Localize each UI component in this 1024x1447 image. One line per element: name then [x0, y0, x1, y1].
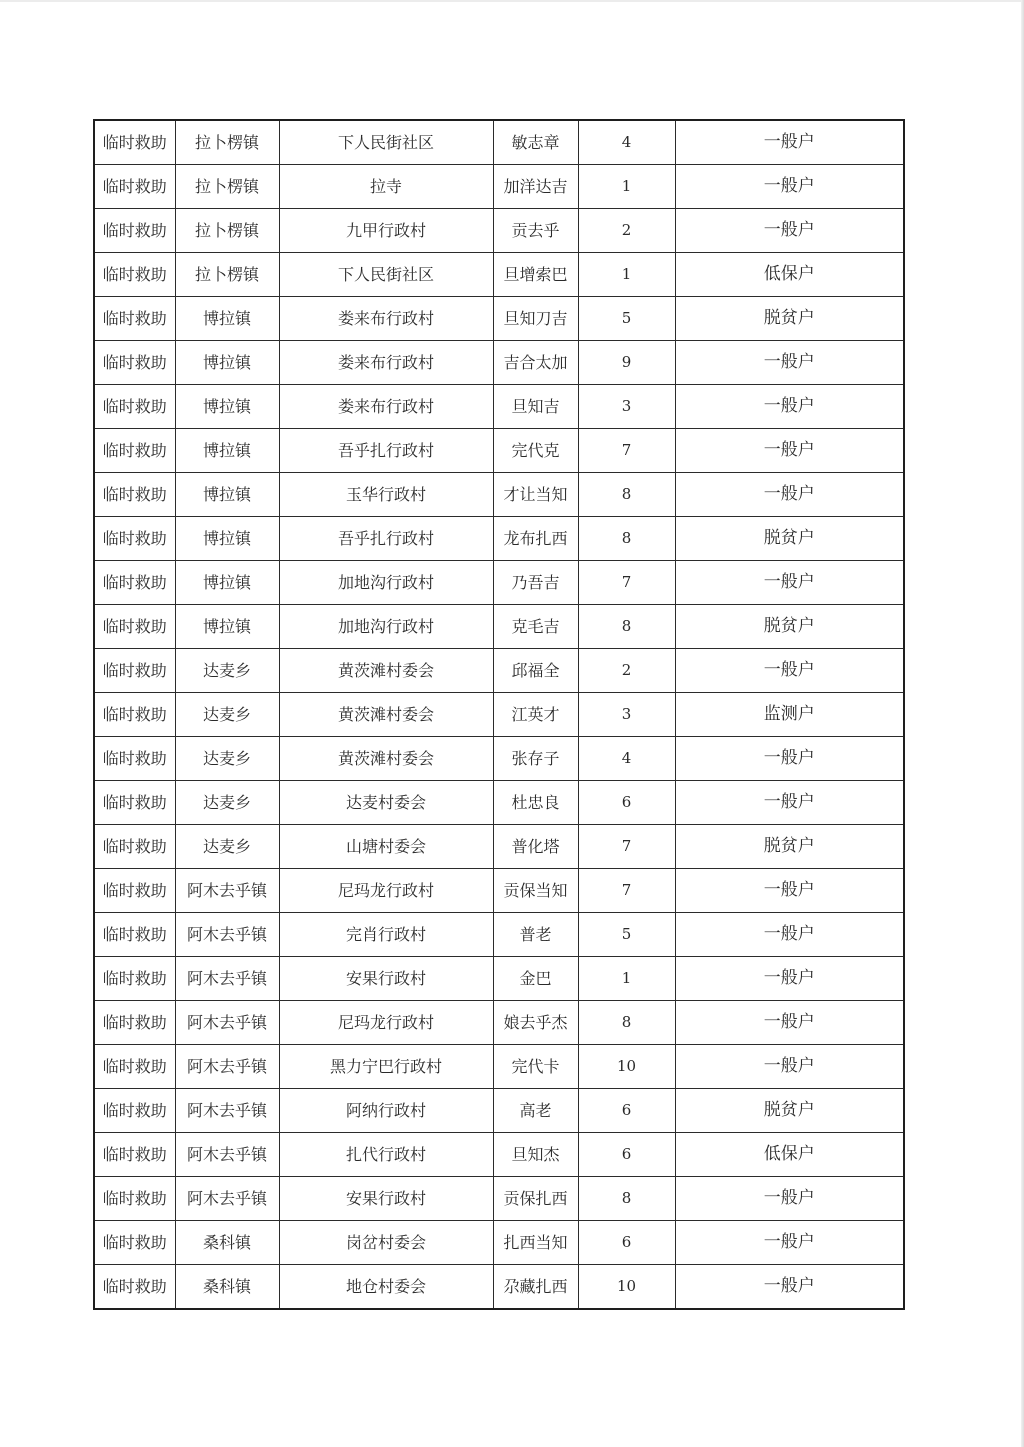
cell-recipient-name: 贡保扎西	[493, 1177, 578, 1221]
cell-relief-type: 临时救助	[94, 605, 175, 649]
cell-household-type: 低保户	[675, 1133, 904, 1177]
cell-village: 九甲行政村	[279, 209, 493, 253]
cell-household-type: 一般户	[675, 737, 904, 781]
cell-household-size: 3	[578, 385, 675, 429]
cell-recipient-name: 才让当知	[493, 473, 578, 517]
cell-household-size: 1	[578, 957, 675, 1001]
cell-village: 娄来布行政村	[279, 341, 493, 385]
relief-table	[93, 119, 905, 1310]
cell-household-size: 1	[578, 253, 675, 297]
cell-village: 黑力宁巴行政村	[279, 1045, 493, 1089]
cell-village: 下人民街社区	[279, 253, 493, 297]
cell-town: 阿木去乎镇	[175, 913, 279, 957]
cell-village: 岗岔村委会	[279, 1221, 493, 1265]
cell-town: 阿木去乎镇	[175, 1045, 279, 1089]
cell-relief-type: 临时救助	[94, 473, 175, 517]
cell-recipient-name: 加洋达吉	[493, 165, 578, 209]
cell-relief-type: 临时救助	[94, 1001, 175, 1045]
cell-town: 阿木去乎镇	[175, 1133, 279, 1177]
cell-household-type: 一般户	[675, 913, 904, 957]
cell-recipient-name: 金巴	[493, 957, 578, 1001]
cell-relief-type: 临时救助	[94, 869, 175, 913]
cell-household-type: 一般户	[675, 1001, 904, 1045]
cell-recipient-name: 邱福全	[493, 649, 578, 693]
cell-household-type: 一般户	[675, 165, 904, 209]
cell-town: 阿木去乎镇	[175, 1089, 279, 1133]
cell-household-type: 脱贫户	[675, 825, 904, 869]
cell-recipient-name: 龙布扎西	[493, 517, 578, 561]
cell-household-type: 脱贫户	[675, 605, 904, 649]
cell-household-size: 10	[578, 1265, 675, 1310]
table-row	[94, 957, 904, 1001]
cell-village: 吾乎扎行政村	[279, 517, 493, 561]
cell-relief-type: 临时救助	[94, 1045, 175, 1089]
cell-household-size: 5	[578, 297, 675, 341]
cell-recipient-name: 高老	[493, 1089, 578, 1133]
cell-household-type: 脱贫户	[675, 297, 904, 341]
table-row	[94, 120, 904, 165]
cell-village: 拉寺	[279, 165, 493, 209]
cell-relief-type: 临时救助	[94, 649, 175, 693]
cell-town: 拉卜楞镇	[175, 253, 279, 297]
cell-household-type: 一般户	[675, 649, 904, 693]
table-row	[94, 825, 904, 869]
cell-household-size: 8	[578, 1001, 675, 1045]
cell-town: 达麦乡	[175, 737, 279, 781]
cell-relief-type: 临时救助	[94, 1221, 175, 1265]
table-row	[94, 1001, 904, 1045]
cell-household-type: 脱贫户	[675, 1089, 904, 1133]
table-row	[94, 737, 904, 781]
cell-village: 加地沟行政村	[279, 605, 493, 649]
cell-household-type: 一般户	[675, 1221, 904, 1265]
table-row	[94, 1265, 904, 1310]
cell-relief-type: 临时救助	[94, 120, 175, 165]
cell-relief-type: 临时救助	[94, 825, 175, 869]
table-row	[94, 209, 904, 253]
cell-relief-type: 临时救助	[94, 957, 175, 1001]
cell-village: 阿纳行政村	[279, 1089, 493, 1133]
table-row	[94, 913, 904, 957]
cell-recipient-name: 旦知刀吉	[493, 297, 578, 341]
cell-town: 阿木去乎镇	[175, 1001, 279, 1045]
cell-village: 娄来布行政村	[279, 385, 493, 429]
table-row	[94, 1133, 904, 1177]
cell-household-type: 一般户	[675, 473, 904, 517]
cell-household-type: 一般户	[675, 781, 904, 825]
cell-household-type: 一般户	[675, 120, 904, 165]
table-row	[94, 297, 904, 341]
cell-town: 博拉镇	[175, 517, 279, 561]
cell-village: 山塘村委会	[279, 825, 493, 869]
cell-village: 加地沟行政村	[279, 561, 493, 605]
cell-town: 博拉镇	[175, 385, 279, 429]
cell-recipient-name: 完代克	[493, 429, 578, 473]
cell-town: 桑科镇	[175, 1265, 279, 1310]
cell-recipient-name: 旦知吉	[493, 385, 578, 429]
cell-household-size: 9	[578, 341, 675, 385]
cell-village: 地仓村委会	[279, 1265, 493, 1310]
cell-household-size: 1	[578, 165, 675, 209]
cell-village: 扎代行政村	[279, 1133, 493, 1177]
cell-household-type: 一般户	[675, 1177, 904, 1221]
cell-household-size: 2	[578, 649, 675, 693]
cell-household-size: 6	[578, 1133, 675, 1177]
cell-recipient-name: 尕藏扎西	[493, 1265, 578, 1310]
cell-village: 尼玛龙行政村	[279, 1001, 493, 1045]
cell-household-type: 一般户	[675, 209, 904, 253]
cell-household-type: 一般户	[675, 341, 904, 385]
cell-town: 博拉镇	[175, 341, 279, 385]
cell-village: 玉华行政村	[279, 473, 493, 517]
cell-household-size: 3	[578, 693, 675, 737]
cell-household-size: 8	[578, 605, 675, 649]
cell-household-size: 4	[578, 120, 675, 165]
page-top-edge	[0, 0, 1024, 2]
cell-relief-type: 临时救助	[94, 1265, 175, 1310]
cell-household-size: 6	[578, 1089, 675, 1133]
cell-recipient-name: 普化塔	[493, 825, 578, 869]
cell-village: 达麦村委会	[279, 781, 493, 825]
table-row	[94, 781, 904, 825]
cell-household-size: 5	[578, 913, 675, 957]
cell-relief-type: 临时救助	[94, 737, 175, 781]
cell-relief-type: 临时救助	[94, 341, 175, 385]
table-row	[94, 429, 904, 473]
table-row	[94, 605, 904, 649]
cell-town: 达麦乡	[175, 649, 279, 693]
cell-relief-type: 临时救助	[94, 1177, 175, 1221]
cell-relief-type: 临时救助	[94, 1089, 175, 1133]
cell-household-type: 一般户	[675, 869, 904, 913]
cell-recipient-name: 扎西当知	[493, 1221, 578, 1265]
table-row	[94, 473, 904, 517]
cell-relief-type: 临时救助	[94, 209, 175, 253]
cell-town: 博拉镇	[175, 297, 279, 341]
table-row	[94, 1045, 904, 1089]
cell-household-size: 6	[578, 781, 675, 825]
cell-town: 桑科镇	[175, 1221, 279, 1265]
cell-town: 拉卜楞镇	[175, 165, 279, 209]
cell-household-type: 一般户	[675, 385, 904, 429]
cell-recipient-name: 敏志章	[493, 120, 578, 165]
table-row	[94, 561, 904, 605]
table-row	[94, 1221, 904, 1265]
cell-relief-type: 临时救助	[94, 913, 175, 957]
cell-village: 下人民街社区	[279, 120, 493, 165]
cell-relief-type: 临时救助	[94, 297, 175, 341]
cell-household-size: 2	[578, 209, 675, 253]
cell-town: 博拉镇	[175, 561, 279, 605]
cell-village: 安果行政村	[279, 1177, 493, 1221]
cell-household-size: 8	[578, 473, 675, 517]
cell-household-type: 一般户	[675, 429, 904, 473]
cell-recipient-name: 张存子	[493, 737, 578, 781]
table-row	[94, 693, 904, 737]
cell-relief-type: 临时救助	[94, 385, 175, 429]
table-row	[94, 165, 904, 209]
cell-recipient-name: 普老	[493, 913, 578, 957]
cell-recipient-name: 乃吾吉	[493, 561, 578, 605]
cell-recipient-name: 贡去乎	[493, 209, 578, 253]
table-row	[94, 649, 904, 693]
cell-household-size: 7	[578, 561, 675, 605]
cell-household-type: 低保户	[675, 253, 904, 297]
cell-household-type: 一般户	[675, 957, 904, 1001]
cell-relief-type: 临时救助	[94, 429, 175, 473]
cell-town: 阿木去乎镇	[175, 957, 279, 1001]
table-row	[94, 341, 904, 385]
cell-town: 博拉镇	[175, 605, 279, 649]
cell-household-type: 一般户	[675, 561, 904, 605]
cell-village: 黄茨滩村委会	[279, 649, 493, 693]
cell-relief-type: 临时救助	[94, 561, 175, 605]
cell-town: 达麦乡	[175, 781, 279, 825]
cell-household-size: 6	[578, 1221, 675, 1265]
table-row	[94, 385, 904, 429]
cell-household-size: 7	[578, 825, 675, 869]
cell-town: 拉卜楞镇	[175, 209, 279, 253]
cell-recipient-name: 杜忠良	[493, 781, 578, 825]
cell-recipient-name: 贡保当知	[493, 869, 578, 913]
relief-table-body	[94, 120, 904, 1309]
cell-village: 黄茨滩村委会	[279, 693, 493, 737]
cell-town: 达麦乡	[175, 825, 279, 869]
cell-village: 安果行政村	[279, 957, 493, 1001]
table-row	[94, 517, 904, 561]
cell-town: 博拉镇	[175, 429, 279, 473]
cell-town: 拉卜楞镇	[175, 120, 279, 165]
cell-recipient-name: 克毛吉	[493, 605, 578, 649]
cell-household-size: 8	[578, 1177, 675, 1221]
cell-recipient-name: 完代卡	[493, 1045, 578, 1089]
cell-town: 博拉镇	[175, 473, 279, 517]
cell-household-size: 4	[578, 737, 675, 781]
cell-village: 尼玛龙行政村	[279, 869, 493, 913]
cell-relief-type: 临时救助	[94, 1133, 175, 1177]
table-row	[94, 1089, 904, 1133]
cell-recipient-name: 旦增索巴	[493, 253, 578, 297]
table-row	[94, 1177, 904, 1221]
cell-village: 吾乎扎行政村	[279, 429, 493, 473]
cell-village: 娄来布行政村	[279, 297, 493, 341]
cell-town: 阿木去乎镇	[175, 869, 279, 913]
cell-village: 黄茨滩村委会	[279, 737, 493, 781]
cell-relief-type: 临时救助	[94, 693, 175, 737]
cell-relief-type: 临时救助	[94, 165, 175, 209]
cell-recipient-name: 江英才	[493, 693, 578, 737]
table-row	[94, 253, 904, 297]
cell-town: 阿木去乎镇	[175, 1177, 279, 1221]
cell-household-type: 监测户	[675, 693, 904, 737]
cell-household-type: 脱贫户	[675, 517, 904, 561]
cell-town: 达麦乡	[175, 693, 279, 737]
table-row	[94, 869, 904, 913]
cell-household-size: 8	[578, 517, 675, 561]
cell-relief-type: 临时救助	[94, 253, 175, 297]
cell-household-type: 一般户	[675, 1045, 904, 1089]
cell-recipient-name: 旦知杰	[493, 1133, 578, 1177]
cell-relief-type: 临时救助	[94, 781, 175, 825]
cell-relief-type: 临时救助	[94, 517, 175, 561]
cell-household-size: 7	[578, 429, 675, 473]
cell-village: 完肖行政村	[279, 913, 493, 957]
cell-recipient-name: 吉合太加	[493, 341, 578, 385]
cell-household-size: 7	[578, 869, 675, 913]
cell-household-type: 一般户	[675, 1265, 904, 1310]
cell-household-size: 10	[578, 1045, 675, 1089]
cell-recipient-name: 娘去乎杰	[493, 1001, 578, 1045]
